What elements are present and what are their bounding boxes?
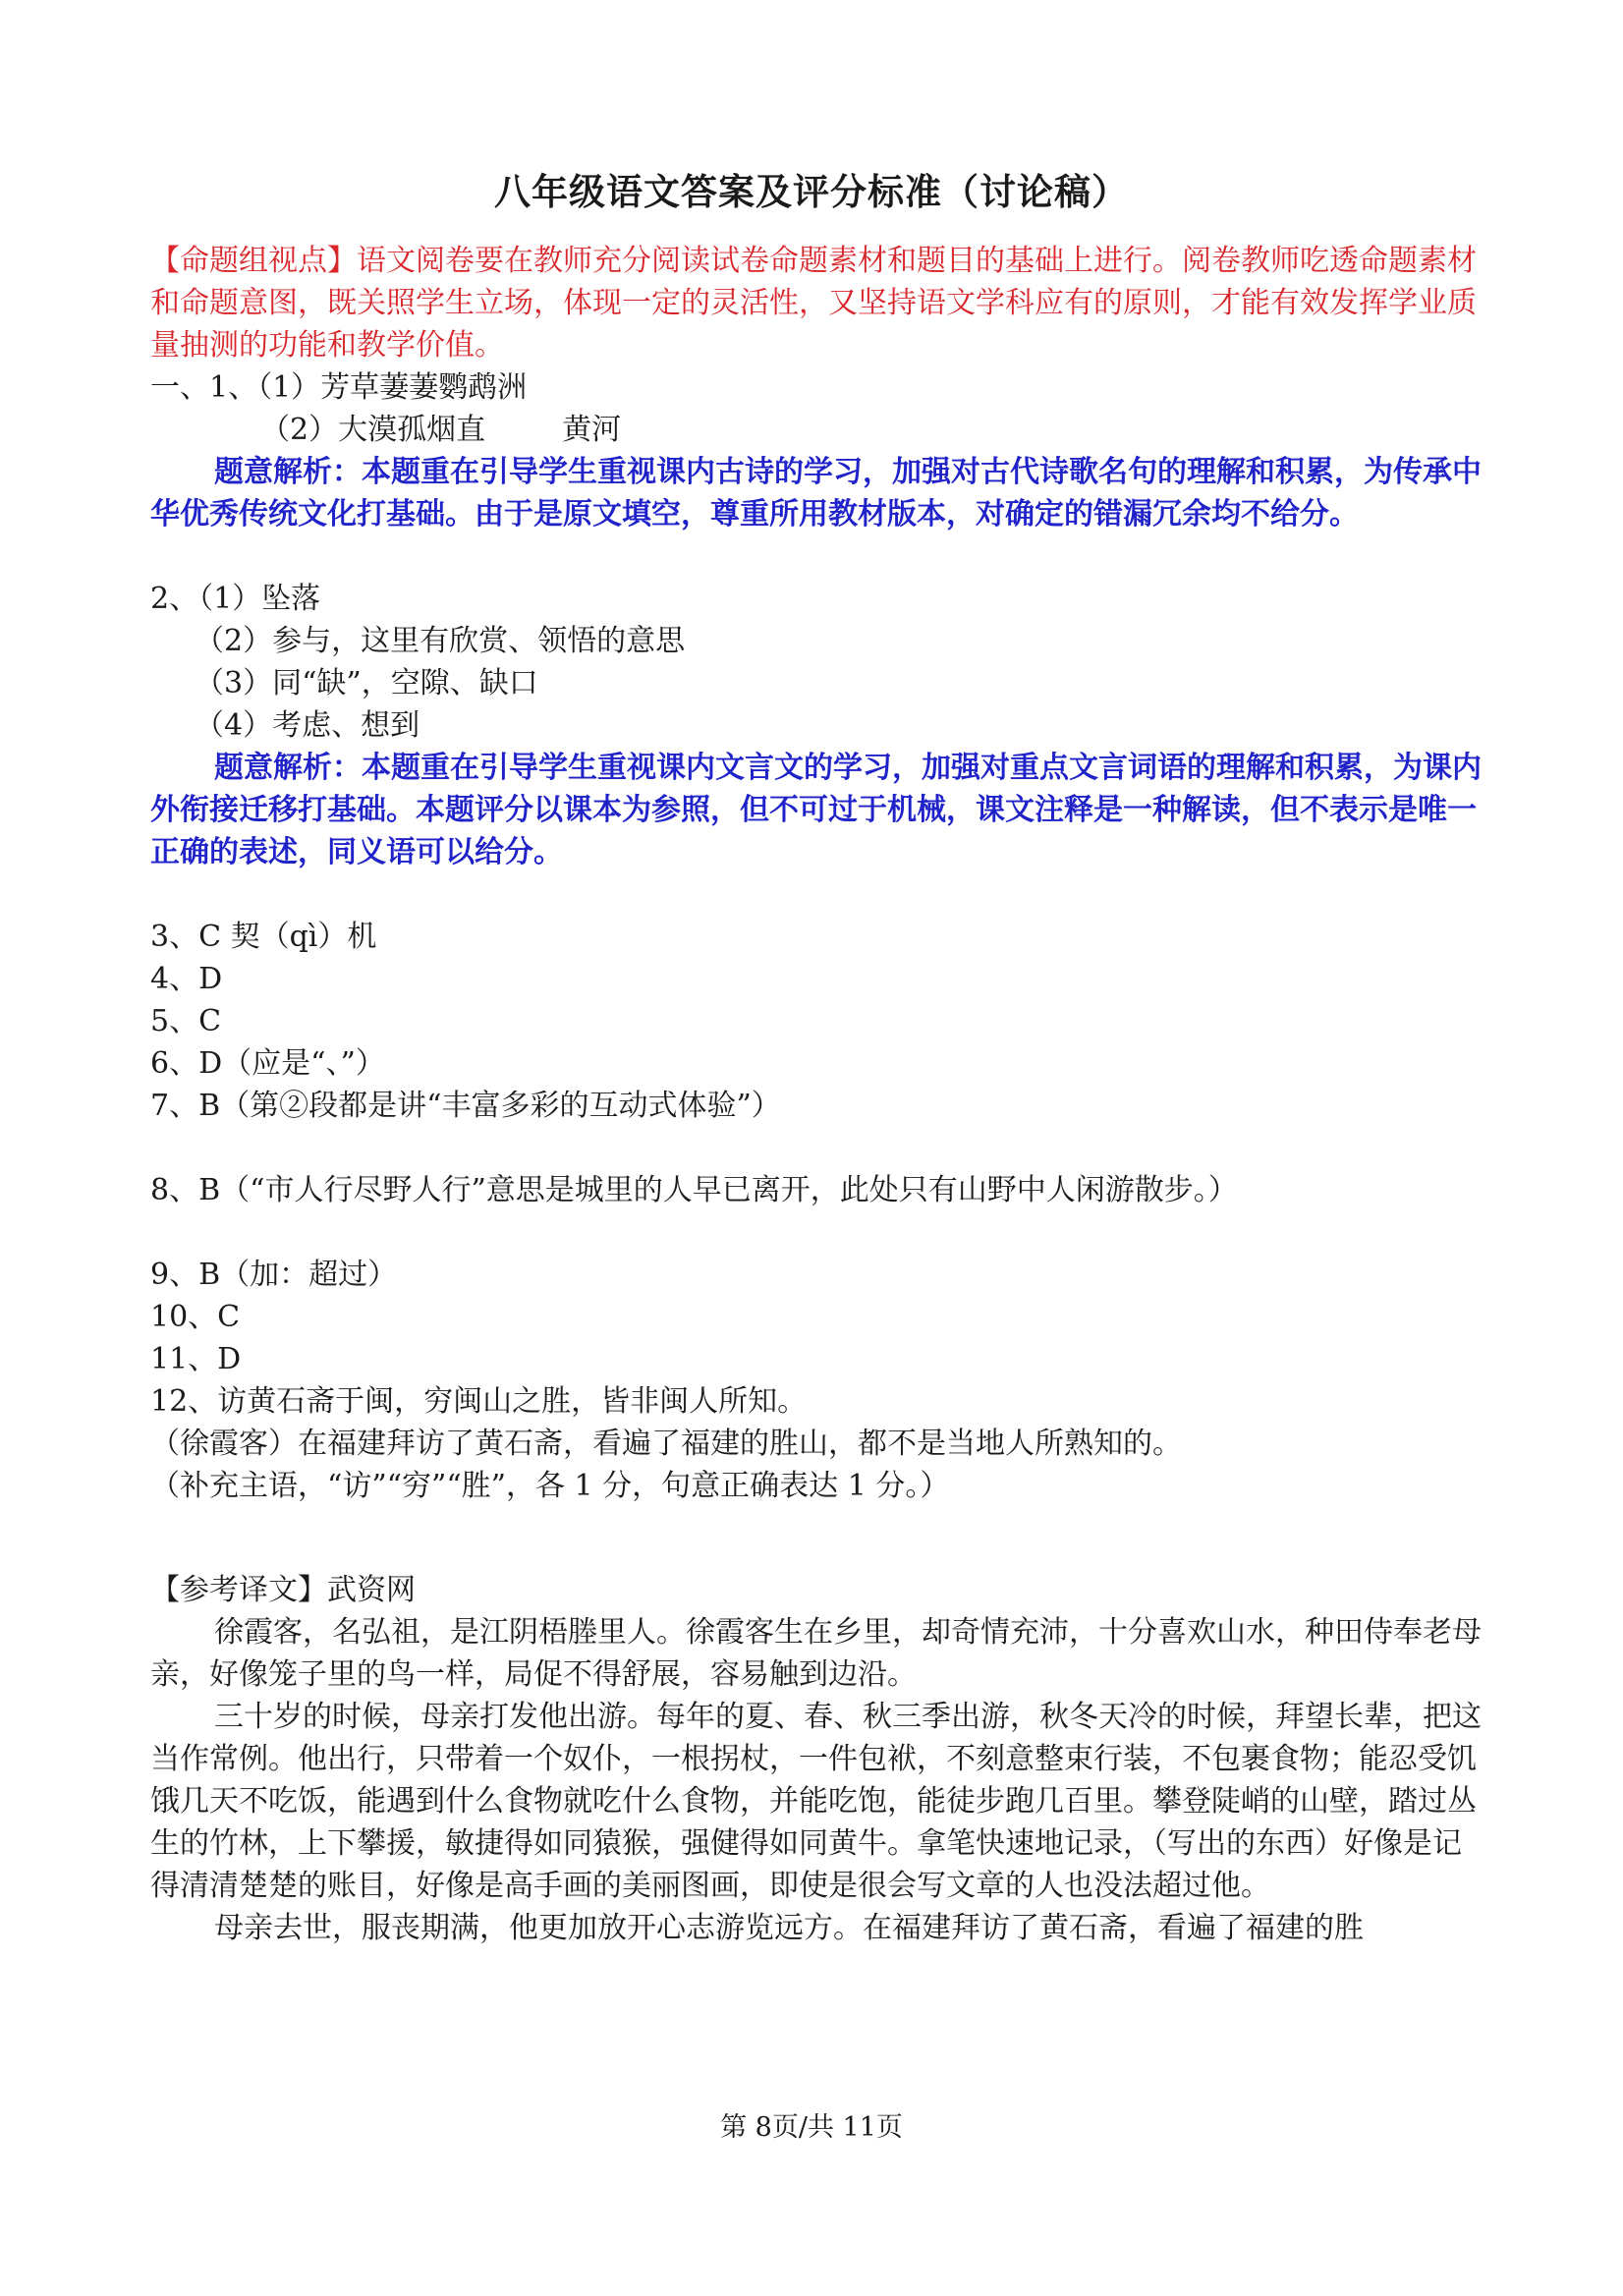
q2-item-1: 2、（1）坠落: [150, 582, 321, 616]
q1-analysis: 题意解析：本题重在引导学生重视课内古诗的学习，加强对古代诗歌名句的理解和积累，为传承中华优秀传统文化打基础。由于是原文填空，尊重所用教材版本，对确定的错漏冗余均不给分。: [150, 455, 1482, 532]
document-body: [150, 240, 1486, 1949]
q2-item-4: （4）考虑、想到: [195, 708, 420, 743]
q1-line2-answer-b: 黄河: [562, 413, 622, 447]
intro-paragraph: [150, 240, 1486, 366]
answer-q9: 9、B（加：超过）: [150, 1258, 398, 1292]
intro-text: 语文阅卷要在教师充分阅读试卷命题素材和题目的基础上进行。阅卷教师吃透命题素材和命题意图，既关照学生立场，体现一定的灵活性，又坚持语文学科应有的原则，才能有效发挥学业质量抽测的功能和教学价值。: [150, 244, 1477, 363]
answer-q12-scoring: （补充主语，“访”“穷”“胜”，各 1 分，句意正确表达 1 分。）: [150, 1469, 950, 1503]
q1-line1: 一、1、（1）芳草萋萋鹦鹉洲: [150, 370, 528, 405]
answer-q8: 8、B（“市人行尽野人行”意思是城里的人早已离开，此处只有山野中人闲游散步。）: [150, 1173, 1238, 1207]
intro-head: 【命题组视点】: [150, 244, 357, 278]
answer-q4: 4、D: [150, 962, 223, 996]
q1-line2: [150, 409, 1486, 451]
answer-q7: 7、B（第②段都是讲“丰富多彩的互动式体验”）: [150, 1089, 781, 1123]
answer-q6: 6、D（应是“、”）: [150, 1046, 385, 1081]
translation-head: 【参考译文】武资网: [150, 1573, 416, 1607]
q2-item-3: （3）同“缺”，空隙、缺口: [195, 666, 538, 700]
answer-q5: 5、C: [150, 1004, 222, 1038]
q2-analysis: 题意解析：本题重在引导学生重视课内文言文的学习，加强对重点文言词语的理解和积累，为课内外衔接迁移打基础。本题评分以课本为参照，但不可过于机械，课文注释是一种解读，但不表示是唯一正确的表述，同义语可以给分。: [150, 751, 1482, 869]
translation-paragraph-2: 三十岁的时候，母亲打发他出游。每年的夏、春、秋三季出游，秋冬天冷的时候，拜望长辈，把这当作常例。他出行，只带着一个奴仆，一根拐杖，一件包袱，不刻意整束行装，不包裹食物；能忍受饥饿几天不吃饭，能遇到什么食物就吃什么食物，并能吃饱，能徒步跑几百里。攀登陡峭的山壁，踏过丛生的竹林，上下攀援，敏捷得如同猿猴，强健得如同黄牛。拿笔快速地记录，（写出的东西）好像是记得清清楚楚的账目，好像是高手画的美丽图画，即使是很会写文章的人也没法超过他。: [150, 1700, 1482, 1903]
page-title: 八年级语文答案及评分标准（讨论稿）: [494, 170, 1129, 213]
answer-q11: 11、D: [150, 1342, 242, 1376]
translation-paragraph-3: 母亲去世，服丧期满，他更加放开心志游览远方。在福建拜访了黄石斋，看遍了福建的胜: [214, 1911, 1364, 1945]
page-number: 第 8页/共 11页: [720, 2112, 903, 2143]
answer-q3: 3、C 契（qì）机: [150, 920, 377, 954]
q1-line2-answer-a: （2）大漠孤烟直: [260, 413, 486, 447]
translation-paragraph-1: 徐霞客，名弘祖，是江阴梧塍里人。徐霞客生在乡里，却奇情充沛，十分喜欢山水，种田侍奉老母亲，好像笼子里的鸟一样，局促不得舒展，容易触到边沿。: [150, 1615, 1482, 1692]
answer-q12: 12、访黄石斋于闽，穷闽山之胜，皆非闽人所知。: [150, 1384, 808, 1419]
answer-q10: 10、C: [150, 1300, 241, 1334]
q2-item-2: （2）参与，这里有欣赏、领悟的意思: [195, 624, 686, 658]
answer-q12-translation: （徐霞客）在福建拜访了黄石斋，看遍了福建的胜山，都不是当地人所熟知的。: [150, 1427, 1182, 1461]
